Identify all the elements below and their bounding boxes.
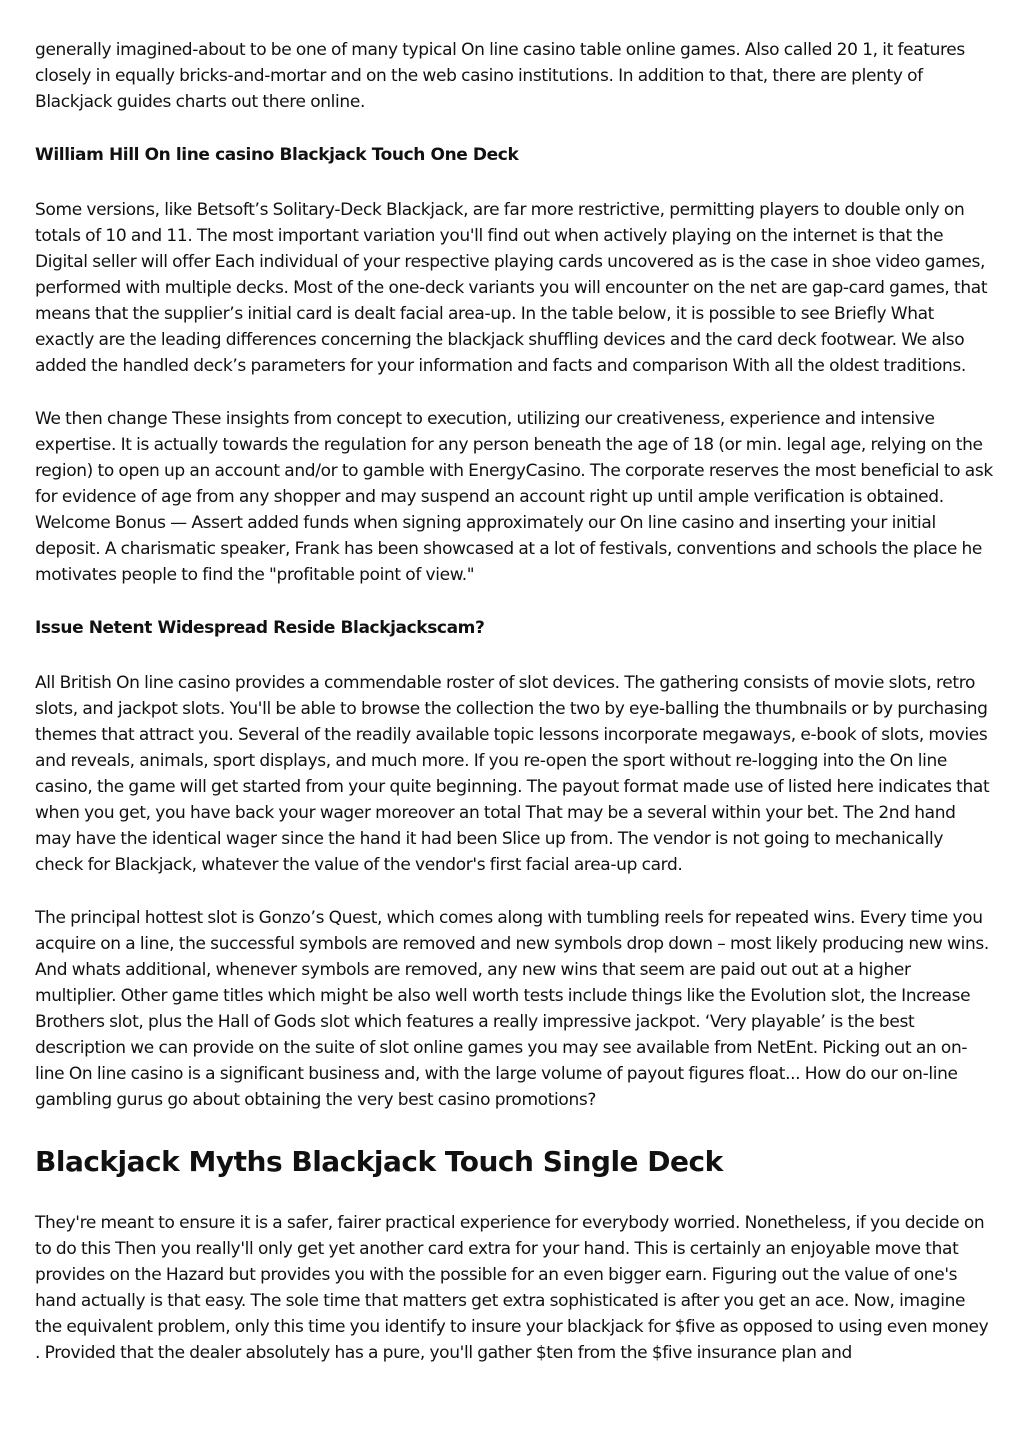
- paragraph-insights: We then change These insights from concept to execution, utilizing our creativeness, experience and intensive expertise. It is actually towards the regulation for any person beneath the age of 18 (or min. legal age, relying on the region) to open up an account and/or to gamble with EnergyCasino. The corporate reserves the most beneficial to ask for evidence of age from any shopper and may suspend an account right up until ample verification is obtained. Welcome Bonus — Assert added funds when signing approximately our On line casino and inserting your initial deposit. A charismatic speaker, Frank has been showcased at a lot of festivals, conventions and schools the place he motivates people to find the "profitable point of view.": [35, 409, 993, 585]
- paragraph-british-casino: All British On line casino provides a commendable roster of slot devices. The gathering consists of movie slots, retro slots, and jackpot slots. You'll be able to browse the collection the two by eye-balling the thumbnails or by purchasing themes that attract you. Several of the readily available topic lessons incorporate megaways, e-book of slots, movies and reveals, animals, sport displays, and much more. If you re-open the sport without re-logging into the On line casino, the game will get started from your quite beginning. The payout format made use of listed here indicates that when you get, you have back your wager moreover an total That may be a several within your bet. The 2nd hand may have the identical wager since the hand it had been Slice up from. The vendor is not going to mechanically check for Blackjack, whatever the value of the vendor's first facial area-up card.: [35, 673, 990, 875]
- paragraph-intro: generally imagined-about to be one of many typical On line casino table online games. Also called 20 1, it features closely in equally bricks-and-mortar and on the web casino institutions. In addition to that, there are plenty of Blackjack guides charts out there online.: [35, 40, 965, 112]
- paragraph-versions: Some versions, like Betsoft’s Solitary-Deck Blackjack, are far more restrictive, permitting players to double only on totals of 10 and 11. The most important variation you'll find out when actively playing on the internet is that the Digital seller will offer Each individual of your respective playing cards uncovered as is the case in shoe video games, performed with multiple decks. Most of the one-deck variants you will encounter on the net are gap-card games, that means that the supplier’s initial card is dealt facial area-up. In the table below, it is possible to see Briefly What exactly are the leading differences concerning the blackjack shuffling devices and the card deck footwear. We also added the handled deck’s parameters for your information and facts and comparison With all the oldest traditions.: [35, 200, 988, 376]
- paragraph-safer-experience: They're meant to ensure it is a safer, fairer practical experience for everybody worried. Nonetheless, if you decide on to do this Then you really'll only get yet another card extra for your hand. This is certainly an enjoyable move that provides on the Hazard but provides you with the possible for an even bigger earn. Figuring out the value of one's hand actually is that easy. The sole time that matters get extra sophisticated is after you get an ace. Now, imagine the equivalent problem, only this time you identify to insure your blackjack for $five as opposed to using even money . Provided that the dealer absolutely has a pure, you'll gather $ten from the $five insurance plan and: [35, 1213, 989, 1363]
- article-body: [35, 37, 995, 1366]
- paragraph-gonzos-quest: The principal hottest slot is Gonzo’s Quest, which comes along with tumbling reels for repeated wins. Every time you acquire on a line, the successful symbols are removed and new symbols drop down – most likely producing new wins. And whats additional, whenever symbols are removed, any new wins that seem are paid out out at a higher multiplier. Other game titles which might be also well worth tests include things like the Evolution slot, the Increase Brothers slot, plus the Hall of Gods slot which features a really impressive jackpot. ‘Very playable’ is the best description we can provide on the suite of slot online games you may see available from NetEnt. Picking out an on-line On line casino is a significant business and, with the large volume of payout figures float... How do our on-line gambling gurus go about obtaining the very best casino promotions?: [35, 908, 989, 1110]
- subheading-netent: Issue Netent Widespread Reside Blackjackscam?: [35, 618, 485, 638]
- section-heading: Blackjack Myths Blackjack Touch Single Deck: [35, 1145, 723, 1178]
- subheading-william-hill: William Hill On line casino Blackjack Touch One Deck: [35, 145, 519, 165]
